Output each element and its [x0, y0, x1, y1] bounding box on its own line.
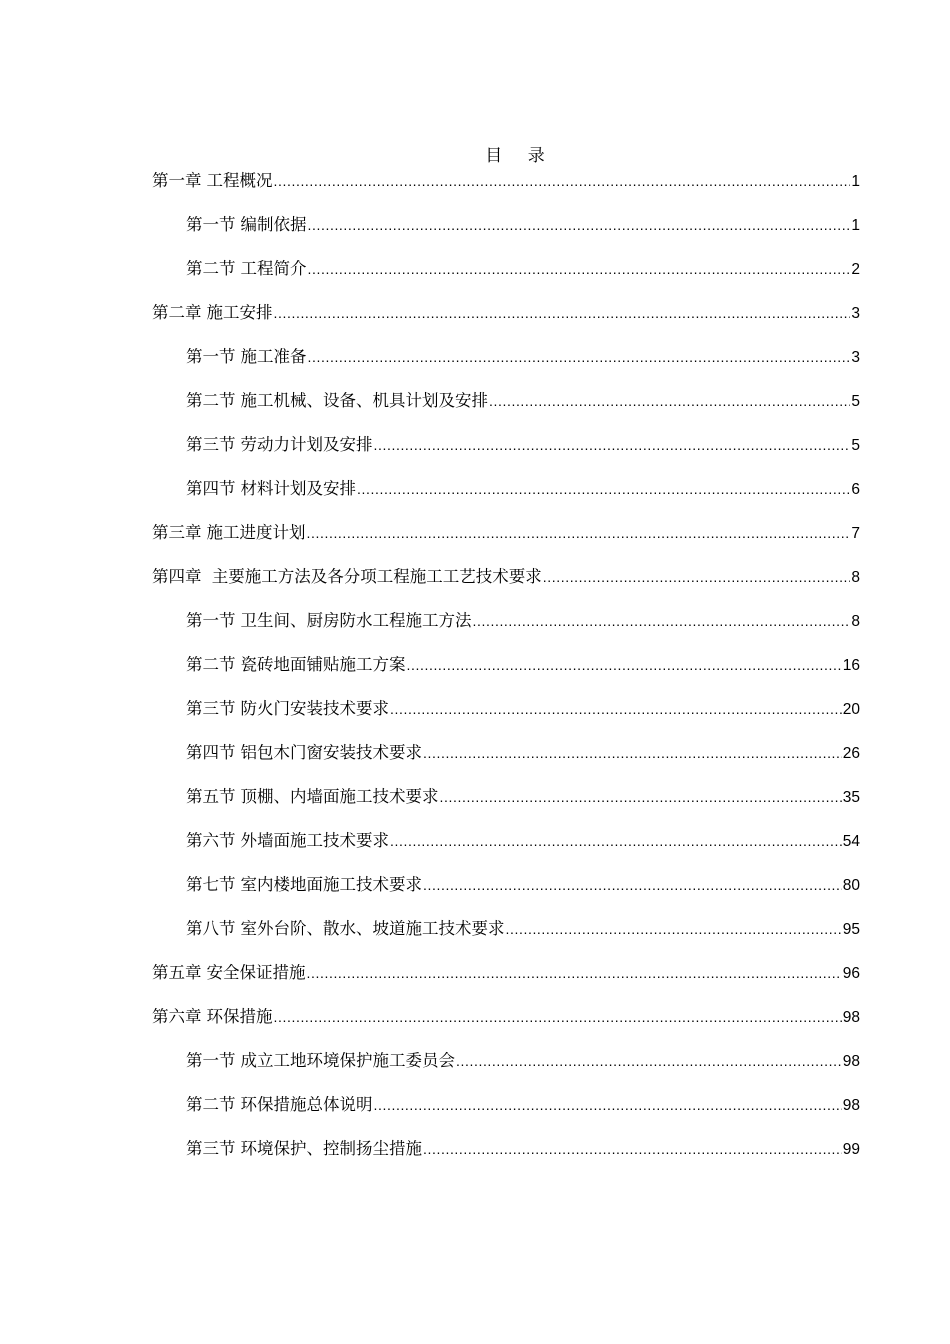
toc-entry-page: 98 [842, 1097, 860, 1114]
toc-entry-page: 1 [851, 217, 860, 234]
toc-entry[interactable] [152, 387, 860, 431]
toc-entry-text [186, 695, 389, 723]
toc-entry-text [152, 519, 306, 547]
toc-entry-page: 35 [842, 789, 860, 806]
toc-entry-text [186, 827, 389, 855]
toc-entry-label: 第三节 [186, 699, 236, 718]
toc-entry-page: 96 [842, 965, 860, 982]
toc-dot-leader [274, 167, 851, 195]
toc-entry-label: 第五章 [152, 963, 202, 982]
toc-entry-page: 3 [851, 305, 860, 322]
toc-entry-text [152, 167, 273, 195]
toc-dot-leader [407, 651, 842, 679]
toc-entry-label: 第七节 [186, 875, 236, 894]
toc-title: 目 录 [485, 146, 555, 166]
toc-entry-label: 第四节 [186, 479, 236, 498]
toc-entry-label: 第三章 [152, 523, 202, 542]
toc-entry-title: 编制依据 [240, 215, 307, 234]
toc-entry-page: 1 [851, 173, 860, 190]
toc-entry-page: 8 [851, 613, 860, 630]
toc-entry[interactable] [152, 431, 860, 475]
toc-dot-leader [423, 871, 842, 899]
toc-entry-label: 第一章 [152, 171, 202, 190]
toc-dot-leader [390, 695, 842, 723]
toc-entry-title: 环保措施 [206, 1007, 273, 1026]
toc-entry[interactable] [152, 915, 860, 959]
toc-entry-title: 环保措施总体说明 [240, 1095, 373, 1114]
toc-entry-page: 20 [842, 701, 860, 718]
toc-entry-text [186, 915, 505, 943]
toc-dot-leader [307, 519, 851, 547]
toc-entry[interactable] [152, 299, 860, 343]
toc-entry-page: 54 [842, 833, 860, 850]
toc-entry-text [152, 1003, 273, 1031]
toc-entry-text [186, 739, 422, 767]
toc-dot-leader [274, 299, 851, 327]
toc-entry-page: 98 [842, 1009, 860, 1026]
toc-entry-text [186, 783, 439, 811]
toc-entry-label: 第二节 [186, 259, 236, 278]
toc-dot-leader [506, 915, 842, 943]
toc-dot-leader [274, 1003, 842, 1031]
toc-entry-page: 16 [842, 657, 860, 674]
toc-entry-text [186, 1135, 422, 1163]
toc-dot-leader [308, 343, 851, 371]
toc-entry[interactable] [152, 1003, 860, 1047]
toc-entry[interactable] [152, 475, 860, 519]
toc-entry[interactable] [152, 255, 860, 299]
toc-entry-label: 第一节 [186, 215, 236, 234]
toc-entry-label: 第一节 [186, 611, 236, 630]
toc-dot-leader [489, 387, 850, 415]
toc-entry-label: 第二章 [152, 303, 202, 322]
toc-entry[interactable] [152, 343, 860, 387]
toc-entry-page: 6 [851, 481, 860, 498]
toc-entry-label: 第四节 [186, 743, 236, 762]
toc-entry[interactable] [152, 783, 860, 827]
toc-dot-leader [456, 1047, 842, 1075]
toc-entry-page: 95 [842, 921, 860, 938]
toc-dot-leader [374, 1091, 842, 1119]
toc-entry-title: 外墙面施工技术要求 [240, 831, 389, 850]
toc-entry-title: 防火门安装技术要求 [240, 699, 389, 718]
toc-entry-text [186, 387, 488, 415]
table-of-contents [152, 167, 860, 1179]
toc-entry-text [186, 475, 356, 503]
toc-entry[interactable] [152, 211, 860, 255]
toc-entry-label: 第二节 [186, 391, 236, 410]
toc-entry-title: 工程简介 [240, 259, 307, 278]
toc-entry-text [186, 343, 307, 371]
toc-entry[interactable] [152, 519, 860, 563]
toc-entry-page: 3 [851, 349, 860, 366]
toc-entry-title: 主要施工方法及各分项工程施工工艺技术要求 [206, 567, 542, 586]
toc-entry-title: 顶棚、内墙面施工技术要求 [240, 787, 439, 806]
toc-entry-title: 施工准备 [240, 347, 307, 366]
toc-entry-text [152, 299, 273, 327]
toc-entry-title: 室内楼地面施工技术要求 [240, 875, 422, 894]
toc-entry-title: 劳动力计划及安排 [240, 435, 373, 454]
toc-dot-leader [440, 783, 842, 811]
toc-entry-page: 5 [851, 393, 860, 410]
toc-entry-label: 第三节 [186, 435, 236, 454]
toc-entry-title: 铝包木门窗安装技术要求 [240, 743, 422, 762]
toc-entry-page: 99 [842, 1141, 860, 1158]
toc-entry-label: 第一节 [186, 1051, 236, 1070]
toc-entry-page: 7 [851, 525, 860, 542]
toc-entry[interactable] [152, 651, 860, 695]
toc-entry-title: 室外台阶、散水、坡道施工技术要求 [240, 919, 505, 938]
toc-entry-title: 施工机械、设备、机具计划及安排 [240, 391, 488, 410]
toc-entry-title: 环境保护、控制扬尘措施 [240, 1139, 422, 1158]
toc-dot-leader [423, 1135, 842, 1163]
toc-entry-title: 成立工地环境保护施工委员会 [240, 1051, 455, 1070]
toc-dot-leader [423, 739, 842, 767]
toc-entry-title: 施工安排 [206, 303, 273, 322]
toc-dot-leader [473, 607, 851, 635]
toc-entry-text [186, 211, 307, 239]
toc-entry-title: 卫生间、厨房防水工程施工方法 [240, 611, 472, 630]
toc-entry-label: 第五节 [186, 787, 236, 806]
toc-entry-title: 瓷砖地面铺贴施工方案 [240, 655, 406, 674]
toc-entry-text [186, 255, 307, 283]
toc-entry-text [186, 431, 373, 459]
toc-entry-text [186, 871, 422, 899]
toc-entry-text [186, 651, 406, 679]
toc-entry[interactable] [152, 959, 860, 1003]
toc-entry[interactable] [152, 563, 860, 607]
toc-entry-page: 2 [851, 261, 860, 278]
toc-entry[interactable] [152, 695, 860, 739]
toc-dot-leader [543, 563, 851, 591]
toc-entry-page: 5 [851, 437, 860, 454]
toc-entry-page: 26 [842, 745, 860, 762]
toc-dot-leader [308, 211, 851, 239]
toc-entry-page: 8 [851, 569, 860, 586]
toc-entry-text [152, 563, 542, 591]
toc-entry-label: 第六章 [152, 1007, 202, 1026]
toc-entry[interactable] [152, 607, 860, 651]
toc-entry[interactable] [152, 167, 860, 211]
toc-entry-text [186, 1091, 373, 1119]
toc-entry-page: 98 [842, 1053, 860, 1070]
toc-entry-text [186, 1047, 455, 1075]
toc-entry-title: 安全保证措施 [206, 963, 306, 982]
toc-entry[interactable] [152, 739, 860, 783]
toc-entry[interactable] [152, 1135, 860, 1179]
toc-dot-leader [390, 827, 842, 855]
toc-dot-leader [357, 475, 850, 503]
toc-entry-label: 第三节 [186, 1139, 236, 1158]
toc-entry-label: 第一节 [186, 347, 236, 366]
toc-entry-title: 施工进度计划 [206, 523, 306, 542]
toc-entry[interactable] [152, 1047, 860, 1091]
toc-entry[interactable] [152, 871, 860, 915]
toc-entry-page: 80 [842, 877, 860, 894]
toc-entry-title: 材料计划及安排 [240, 479, 356, 498]
toc-entry-label: 第二节 [186, 1095, 236, 1114]
toc-dot-leader [308, 255, 851, 283]
toc-entry[interactable] [152, 1091, 860, 1135]
toc-entry-title: 工程概况 [206, 171, 273, 190]
toc-entry-label: 第六节 [186, 831, 236, 850]
toc-dot-leader [374, 431, 851, 459]
toc-entry-text [186, 607, 472, 635]
toc-entry-text [152, 959, 306, 987]
toc-entry[interactable] [152, 827, 860, 871]
toc-dot-leader [307, 959, 842, 987]
toc-entry-label: 第八节 [186, 919, 236, 938]
toc-entry-label: 第四章 [152, 567, 202, 586]
toc-entry-label: 第二节 [186, 655, 236, 674]
